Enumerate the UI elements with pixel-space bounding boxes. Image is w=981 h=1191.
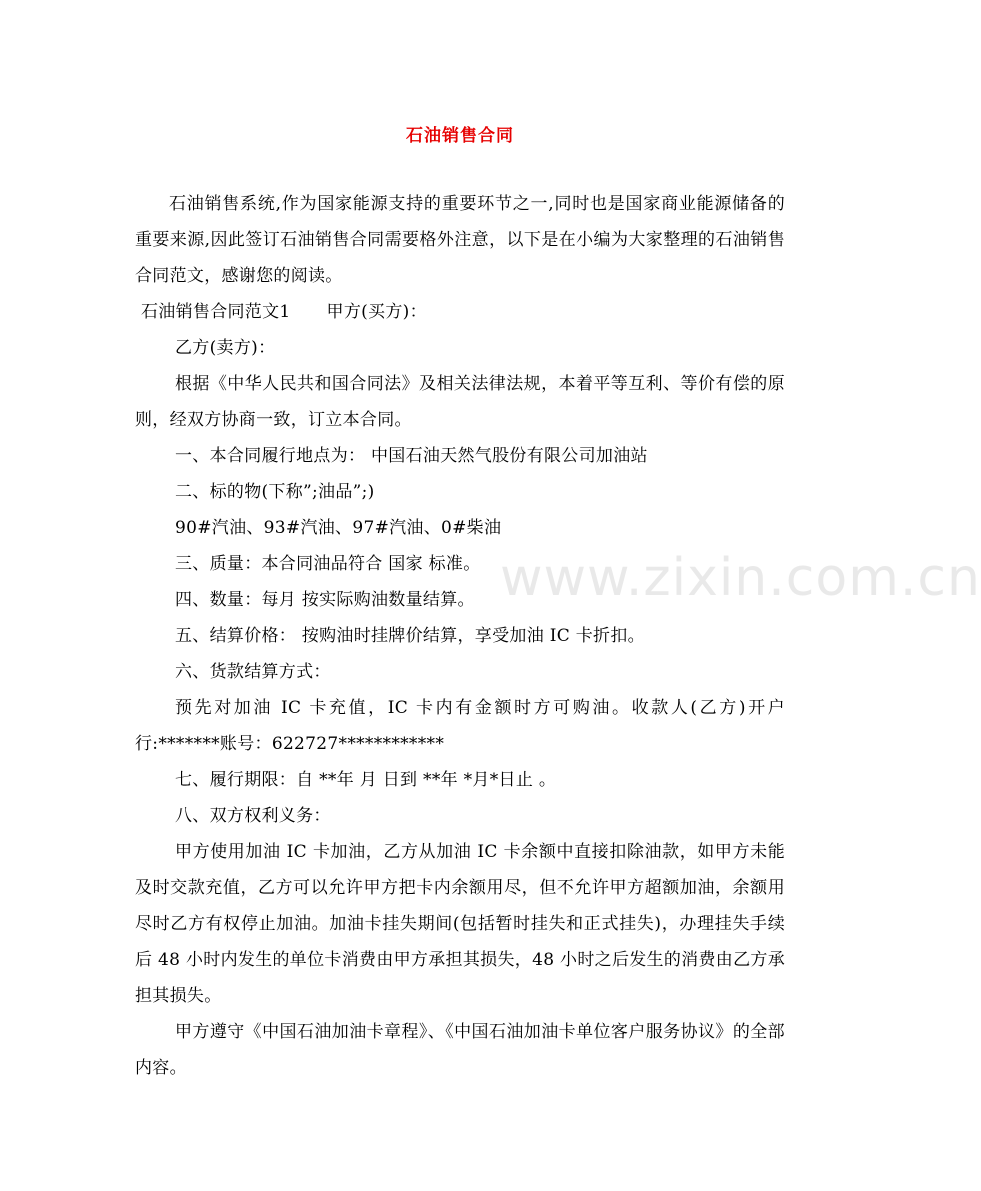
- intro-paragraph: 石油销售系统,作为国家能源支持的重要环节之一,同时也是国家商业能源储备的重要来源,因此签订石油销售合同需要格外注意，以下是在小编为大家整理的石油销售合同范文，感谢您的阅读。: [135, 194, 785, 286]
- clause-2: 二、标的物(下称”;油品”;): [175, 482, 375, 502]
- document-body: [135, 160, 785, 1086]
- rights-paragraph-2: 甲方遵守《中国石油加油卡章程》、《中国石油加油卡单位客户服务协议》的全部内容。: [135, 1022, 785, 1078]
- clause-3: 三、质量：本合同油品符合 国家 标准。: [175, 554, 481, 574]
- party-b-label: 乙方(卖方)：: [175, 338, 276, 358]
- sample-heading: 石油销售合同范文1: [141, 302, 291, 322]
- document-title: 石油销售合同: [406, 126, 514, 146]
- products-line: 90#汽油、93#汽油、97#汽油、0#柴油: [175, 518, 502, 538]
- clause-4: 四、数量：每月 按实际购油数量结算。: [175, 590, 475, 610]
- clause-5: 五、结算价格： 按购油时挂牌价结算，享受加油 IC 卡折扣。: [175, 626, 645, 646]
- payment-paragraph: 预先对加油 IC 卡充值，IC 卡内有金额时方可购油。收款人(乙方)开户行:*******账号：622727************: [135, 698, 785, 754]
- clause-1: 一、本合同履行地点为： 中国石油天然气股份有限公司加油站: [175, 446, 648, 466]
- watermark: www.zixin.com.cn: [500, 548, 981, 608]
- basis-paragraph: 根据《中华人民共和国合同法》及相关法律法规，本着平等互利、等价有偿的原则，经双方协商一致，订立本合同。: [135, 374, 785, 430]
- sample-heading-line: [135, 294, 785, 330]
- rights-paragraph-1: 甲方使用加油 IC 卡加油，乙方从加油 IC 卡余额中直接扣除油款，如甲方未能及时交款充值，乙方可以允许甲方把卡内余额用尽，但不允许甲方超额加油，余额用尽时乙方有权停止加油。加油卡挂失期间(包括暂时挂失和正式挂失)，办理挂失手续后 48 小时内发生的单位卡消费由甲方承担其损失，48 小时之后发生的消费由乙方承担其损失。: [135, 842, 785, 1006]
- clause-7: 七、履行期限：自 **年 月 日到 **年 *月*日止 。: [175, 770, 557, 790]
- party-a-label: 甲方(买方)：: [326, 302, 427, 322]
- clause-6: 六、货款结算方式：: [175, 662, 331, 682]
- clause-8: 八、双方权利义务：: [175, 806, 331, 826]
